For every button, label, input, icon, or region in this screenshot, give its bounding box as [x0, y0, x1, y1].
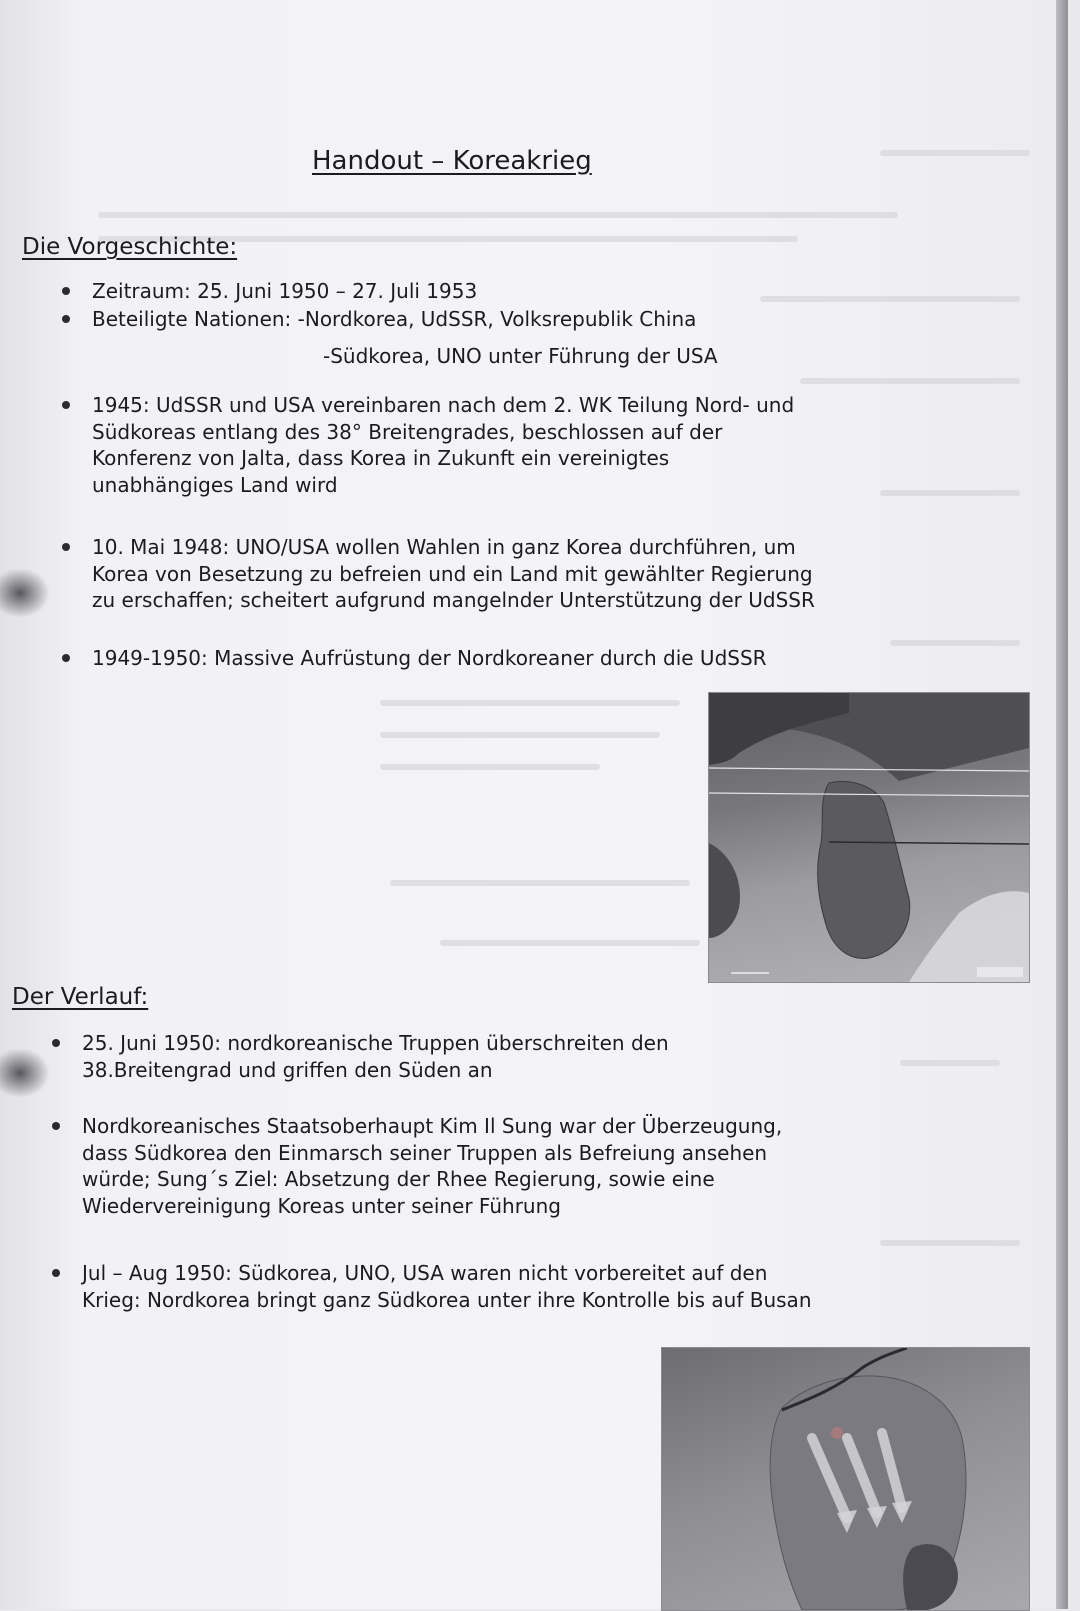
list-item	[82, 1030, 669, 1083]
item-line: Jul – Aug 1950: Südkorea, UNO, USA waren nicht vorbereitet auf den	[82, 1261, 768, 1285]
item-line: Wiedervereinigung Koreas unter seiner Führung	[82, 1193, 561, 1218]
list-item	[92, 392, 794, 498]
item-line: Krieg: Nordkorea bringt ganz Südkorea unter ihre Kontrolle bis auf Busan	[82, 1287, 812, 1312]
show-through-line	[760, 296, 1020, 302]
show-through-line	[880, 1240, 1020, 1246]
item-line: Südkoreas entlang des 38° Breitengrades, beschlossen auf der	[92, 419, 723, 444]
show-through-line	[900, 1060, 1000, 1066]
item-line: 10. Mai 1948: UNO/USA wollen Wahlen in ganz Korea durchführen, um	[92, 535, 796, 559]
bullet-icon	[62, 543, 70, 551]
show-through-line	[380, 700, 680, 706]
bullet-icon	[62, 315, 70, 323]
show-through-line	[880, 150, 1030, 156]
show-through-line	[440, 940, 700, 946]
item-line: dass Südkorea den Einmarsch seiner Truppen als Befreiung ansehen	[82, 1140, 768, 1165]
scan-shadow	[0, 1048, 50, 1098]
item-line: 1949-1950: Massive Aufrüstung der Nordkoreaner durch die UdSSR	[92, 646, 767, 670]
show-through-line	[890, 640, 1020, 646]
map-advance-graphic	[662, 1348, 1029, 1610]
item-line: würde; Sung´s Ziel: Absetzung der Rhee Regierung, sowie eine	[82, 1167, 715, 1191]
show-through-line	[380, 764, 600, 770]
show-through-line	[390, 880, 690, 886]
bullet-icon	[52, 1269, 60, 1277]
item-line: -Südkorea, UNO unter Führung der USA	[323, 343, 718, 368]
page-title: Handout – Koreakrieg	[312, 146, 592, 176]
map-korea-38th-parallel	[708, 692, 1030, 983]
item-line: Zeitraum: 25. Juni 1950 – 27. Juli 1953	[92, 279, 478, 303]
map-north-korean-advance	[661, 1347, 1030, 1611]
item-line: 1945: UdSSR und USA vereinbaren nach dem 2. WK Teilung Nord- und	[92, 393, 795, 417]
list-item	[92, 278, 477, 305]
bullet-icon	[52, 1039, 60, 1047]
item-line: unabhängiges Land wird	[92, 472, 338, 497]
show-through-line	[880, 490, 1020, 496]
list-item	[92, 534, 815, 614]
item-line: 25. Juni 1950: nordkoreanische Truppen überschreiten den	[82, 1031, 669, 1055]
bullet-icon	[62, 287, 70, 295]
item-line: zu erschaffen; scheitert aufgrund mangelnder Unterstützung der UdSSR	[92, 588, 815, 612]
show-through-line	[98, 212, 898, 218]
show-through-line	[380, 732, 660, 738]
page-edge	[1056, 0, 1068, 1609]
item-line: Korea von Besetzung zu befreien und ein Land mit gewählter Regierung	[92, 561, 813, 586]
list-item	[82, 1113, 782, 1219]
item-line: 38.Breitengrad und griffen den Süden an	[82, 1057, 493, 1082]
scan-shadow	[0, 568, 50, 618]
bullet-icon	[62, 654, 70, 662]
bullet-icon	[52, 1122, 60, 1130]
map-korea-graphic	[709, 693, 1029, 982]
bullet-icon	[62, 401, 70, 409]
item-line: Konferenz von Jalta, dass Korea in Zukunft ein vereinigtes	[92, 446, 670, 470]
section-heading-course: Der Verlauf:	[12, 984, 149, 1010]
list-item	[92, 645, 767, 672]
item-line: Nordkoreanisches Staatsoberhaupt Kim Il Sung war der Überzeugung,	[82, 1114, 783, 1138]
section-heading-background: Die Vorgeschichte:	[22, 234, 238, 260]
list-item	[82, 1260, 812, 1313]
item-line: Beteiligte Nationen: -Nordkorea, UdSSR, Volksrepublik China	[92, 307, 697, 331]
list-item	[92, 306, 718, 369]
show-through-line	[800, 378, 1020, 384]
